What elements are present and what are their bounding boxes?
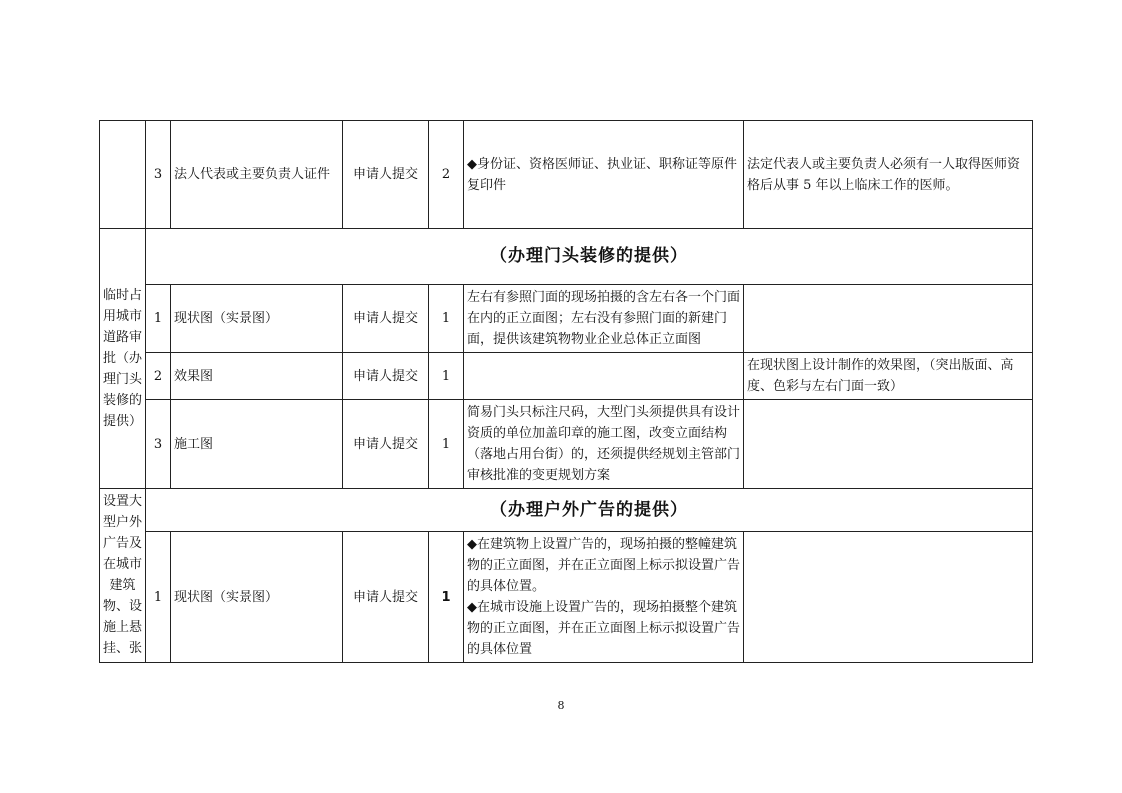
category-cell [100, 121, 146, 229]
note [744, 532, 1033, 663]
note [744, 400, 1033, 489]
material-spec [464, 532, 744, 663]
row-number: 3 [146, 121, 171, 229]
page-number: 8 [557, 699, 565, 712]
material-spec: ◆身份证、资格医师证、执业证、职称证等原件复印件 [464, 121, 744, 229]
submitter: 申请人提交 [343, 400, 429, 489]
note [744, 285, 1033, 353]
note: 在现状图上设计制作的效果图，（突出版面、高度、色彩与左右门面一致） [744, 353, 1033, 400]
category-cell: 设置大型户外广告及在城市建筑物、设施上悬挂、张 [100, 489, 146, 663]
quantity: 2 [429, 121, 464, 229]
section-title: （办理户外广告的提供） [146, 489, 1033, 532]
requirements-table [99, 120, 1033, 663]
table-row [100, 400, 1033, 489]
item-name: 法人代表或主要负责人证件 [171, 121, 343, 229]
material-spec [464, 353, 744, 400]
section-title: （办理门头装修的提供） [146, 229, 1033, 285]
table-row [100, 121, 1033, 229]
material-spec: 左右有参照门面的现场拍摄的含左右各一个门面在内的正立面图；左右没有参照门面的新建门面，提供该建筑物物业企业总体正立面图 [464, 285, 744, 353]
quantity: 1 [429, 400, 464, 489]
row-number: 2 [146, 353, 171, 400]
category-cell: 临时占用城市道路审批（办理门头装修的提供） [100, 229, 146, 489]
row-number: 1 [146, 532, 171, 663]
table-row [100, 285, 1033, 353]
material-paragraph: ◆在建筑物上设置广告的，现场拍摄的整幢建筑物的正立面图，并在正立面图上标示拟设置广告的具体位置。 [467, 537, 741, 594]
quantity: 1 [429, 532, 464, 663]
section-header-row [100, 489, 1033, 532]
quantity: 1 [429, 353, 464, 400]
section-header-row [100, 229, 1033, 285]
item-name: 现状图（实景图） [171, 532, 343, 663]
submitter: 申请人提交 [343, 532, 429, 663]
table-row [100, 532, 1033, 663]
table-row [100, 353, 1033, 400]
row-number: 3 [146, 400, 171, 489]
submitter: 申请人提交 [343, 285, 429, 353]
material-paragraph: ◆在城市设施上设置广告的，现场拍摄整个建筑物的正立面图，并在正立面图上标示拟设置广告的具体位置 [467, 600, 741, 657]
note: 法定代表人或主要负责人必须有一人取得医师资格后从事 5 年以上临床工作的医师。 [744, 121, 1033, 229]
item-name: 现状图（实景图） [171, 285, 343, 353]
submitter: 申请人提交 [343, 121, 429, 229]
item-name: 效果图 [171, 353, 343, 400]
row-number: 1 [146, 285, 171, 353]
submitter: 申请人提交 [343, 353, 429, 400]
material-spec: 简易门头只标注尺码，大型门头须提供具有设计资质的单位加盖印章的施工图，改变立面结构（落地占用台街）的，还须提供经规划主管部门审核批准的变更规划方案 [464, 400, 744, 489]
quantity: 1 [429, 285, 464, 353]
item-name: 施工图 [171, 400, 343, 489]
